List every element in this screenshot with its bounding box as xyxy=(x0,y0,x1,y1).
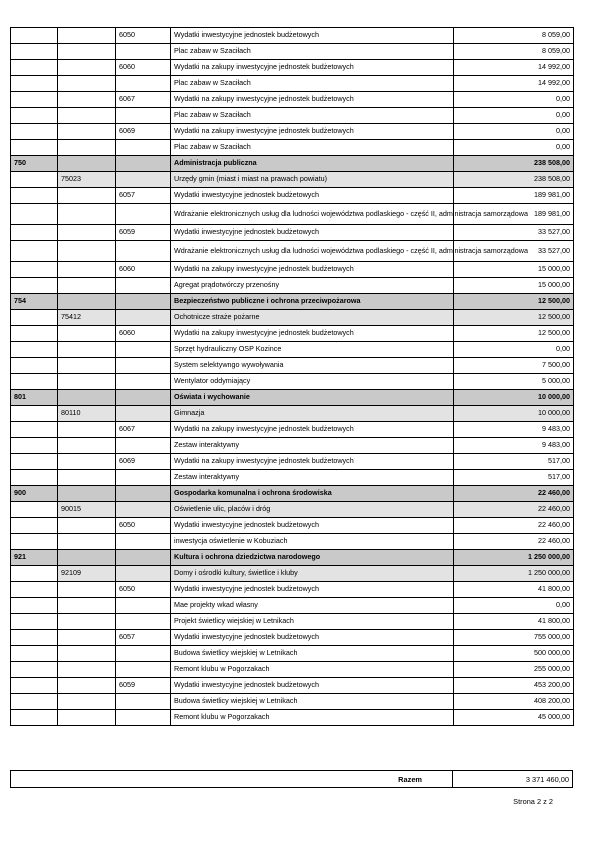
cell-amount: 10 000,00 xyxy=(454,390,574,406)
cell-amount: 255 000,00 xyxy=(454,662,574,678)
table-row-item xyxy=(11,662,574,678)
cell-dzial xyxy=(11,598,58,614)
table-row-item xyxy=(11,241,574,262)
cell-rozdzial xyxy=(58,598,116,614)
cell-paragraf xyxy=(116,390,171,406)
cell-rozdzial xyxy=(58,662,116,678)
cell-rozdzial xyxy=(58,694,116,710)
cell-amount: 15 000,00 xyxy=(454,278,574,294)
cell-amount: 15 000,00 xyxy=(454,262,574,278)
total-row xyxy=(11,771,573,788)
cell-amount: 12 500,00 xyxy=(454,294,574,310)
cell-dzial xyxy=(11,566,58,582)
cell-amount: 41 800,00 xyxy=(454,614,574,630)
cell-dzial: 750 xyxy=(11,156,58,172)
table-row-item xyxy=(11,44,574,60)
cell-dzial xyxy=(11,694,58,710)
cell-amount: 45 000,00 xyxy=(454,710,574,726)
cell-amount: 189 981,00 xyxy=(454,204,574,225)
cell-paragraf xyxy=(116,646,171,662)
cell-amount: 0,00 xyxy=(454,598,574,614)
table-row-item xyxy=(11,534,574,550)
table-row-item xyxy=(11,278,574,294)
cell-name: Oświetlenie ulic, placów i dróg xyxy=(171,502,454,518)
table-row-item xyxy=(11,358,574,374)
cell-name: Wydatki na zakupy inwestycyjne jednostek budżetowych xyxy=(171,326,454,342)
cell-dzial xyxy=(11,204,58,225)
cell-paragraf: 6050 xyxy=(116,518,171,534)
table-row-item xyxy=(11,694,574,710)
cell-amount: 453 200,00 xyxy=(454,678,574,694)
cell-name: Wydatki na zakupy inwestycyjne jednostek budżetowych xyxy=(171,124,454,140)
cell-name: Plac zabaw w Szaciłach xyxy=(171,76,454,92)
cell-rozdzial xyxy=(58,76,116,92)
cell-paragraf xyxy=(116,44,171,60)
cell-dzial: 801 xyxy=(11,390,58,406)
cell-dzial xyxy=(11,614,58,630)
cell-paragraf: 6059 xyxy=(116,225,171,241)
cell-amount: 517,00 xyxy=(454,454,574,470)
table-row-rz xyxy=(11,502,574,518)
cell-rozdzial xyxy=(58,28,116,44)
cell-paragraf xyxy=(116,241,171,262)
cell-paragraf: 6067 xyxy=(116,92,171,108)
cell-amount: 33 527,00 xyxy=(454,241,574,262)
cell-name: Wydatki na zakupy inwestycyjne jednostek budżetowych xyxy=(171,262,454,278)
cell-rozdzial xyxy=(58,374,116,390)
table-row-item xyxy=(11,438,574,454)
cell-paragraf xyxy=(116,294,171,310)
cell-name: Zestaw interaktywny xyxy=(171,438,454,454)
budget-table-body xyxy=(11,28,574,726)
cell-name: Remont klubu w Pogorzakach xyxy=(171,662,454,678)
cell-rozdzial xyxy=(58,358,116,374)
cell-paragraf xyxy=(116,406,171,422)
cell-dzial xyxy=(11,422,58,438)
cell-amount: 9 483,00 xyxy=(454,438,574,454)
cell-amount: 5 000,00 xyxy=(454,374,574,390)
cell-name: Wydatki inwestycyjne jednostek budżetowych xyxy=(171,518,454,534)
cell-rozdzial xyxy=(58,278,116,294)
cell-rozdzial xyxy=(58,326,116,342)
cell-paragraf xyxy=(116,156,171,172)
cell-amount: 8 059,00 xyxy=(454,28,574,44)
cell-amount: 22 460,00 xyxy=(454,502,574,518)
cell-paragraf xyxy=(116,550,171,566)
cell-name: Wydatki inwestycyjne jednostek budżetowych xyxy=(171,582,454,598)
cell-rozdzial xyxy=(58,390,116,406)
table-row-item xyxy=(11,140,574,156)
cell-paragraf: 6050 xyxy=(116,28,171,44)
cell-paragraf: 6060 xyxy=(116,262,171,278)
cell-dzial xyxy=(11,470,58,486)
cell-rozdzial xyxy=(58,124,116,140)
total-label: Razem xyxy=(11,771,453,788)
cell-dzial xyxy=(11,678,58,694)
cell-name: Remont klubu w Pogorzakach xyxy=(171,710,454,726)
cell-name: Wydatki na zakupy inwestycyjne jednostek budżetowych xyxy=(171,422,454,438)
cell-rozdzial xyxy=(58,518,116,534)
cell-paragraf xyxy=(116,614,171,630)
table-row-par xyxy=(11,262,574,278)
cell-name: Urzędy gmin (miast i miast na prawach powiatu) xyxy=(171,172,454,188)
table-row-par xyxy=(11,518,574,534)
cell-name: Wydatki inwestycyjne jednostek budżetowych xyxy=(171,188,454,204)
cell-paragraf xyxy=(116,438,171,454)
cell-dzial xyxy=(11,60,58,76)
cell-dzial xyxy=(11,534,58,550)
cell-name: Gimnazja xyxy=(171,406,454,422)
table-row-item xyxy=(11,76,574,92)
cell-rozdzial xyxy=(58,582,116,598)
cell-dzial xyxy=(11,44,58,60)
table-row-item xyxy=(11,710,574,726)
cell-name: Wydatki inwestycyjne jednostek budżetowych xyxy=(171,225,454,241)
cell-paragraf xyxy=(116,598,171,614)
cell-amount: 0,00 xyxy=(454,140,574,156)
cell-name: Agregat prądotwórczy przenośny xyxy=(171,278,454,294)
cell-amount: 22 460,00 xyxy=(454,486,574,502)
cell-paragraf xyxy=(116,342,171,358)
cell-rozdzial: 92109 xyxy=(58,566,116,582)
cell-name: Sprzęt hydrauliczny OSP Kozince xyxy=(171,342,454,358)
cell-dzial xyxy=(11,342,58,358)
cell-rozdzial xyxy=(58,438,116,454)
cell-rozdzial xyxy=(58,534,116,550)
cell-dzial xyxy=(11,518,58,534)
cell-dzial xyxy=(11,662,58,678)
cell-dzial xyxy=(11,124,58,140)
cell-name: inwestycja oświetlenie w Kobuziach xyxy=(171,534,454,550)
cell-dzial xyxy=(11,108,58,124)
table-row-dz xyxy=(11,156,574,172)
cell-rozdzial xyxy=(58,470,116,486)
cell-name: Wydatki na zakupy inwestycyjne jednostek budżetowych xyxy=(171,454,454,470)
cell-amount: 517,00 xyxy=(454,470,574,486)
cell-amount: 8 059,00 xyxy=(454,44,574,60)
page-number: Strona 2 z 2 xyxy=(513,797,553,806)
cell-name: Administracja publiczna xyxy=(171,156,454,172)
cell-rozdzial xyxy=(58,225,116,241)
cell-rozdzial xyxy=(58,60,116,76)
cell-amount: 12 500,00 xyxy=(454,326,574,342)
cell-name: Plac zabaw w Szaciłach xyxy=(171,108,454,124)
cell-dzial: 921 xyxy=(11,550,58,566)
cell-rozdzial xyxy=(58,92,116,108)
cell-paragraf: 6069 xyxy=(116,124,171,140)
cell-rozdzial xyxy=(58,550,116,566)
cell-amount: 0,00 xyxy=(454,124,574,140)
table-row-item xyxy=(11,470,574,486)
cell-amount: 12 500,00 xyxy=(454,310,574,326)
cell-paragraf xyxy=(116,662,171,678)
cell-rozdzial xyxy=(58,454,116,470)
cell-rozdzial xyxy=(58,294,116,310)
cell-dzial xyxy=(11,310,58,326)
cell-amount: 22 460,00 xyxy=(454,518,574,534)
cell-dzial xyxy=(11,406,58,422)
cell-amount: 0,00 xyxy=(454,342,574,358)
cell-rozdzial xyxy=(58,108,116,124)
cell-name: System selektywngo wywoływania xyxy=(171,358,454,374)
table-row-par xyxy=(11,678,574,694)
cell-paragraf xyxy=(116,108,171,124)
table-row-par xyxy=(11,630,574,646)
cell-dzial xyxy=(11,438,58,454)
table-row-rz xyxy=(11,406,574,422)
table-row-item xyxy=(11,204,574,225)
cell-rozdzial xyxy=(58,241,116,262)
cell-amount: 7 500,00 xyxy=(454,358,574,374)
cell-name: Wydatki inwestycyjne jednostek budżetowych xyxy=(171,678,454,694)
cell-name: Ochotnicze straże pożarne xyxy=(171,310,454,326)
cell-name: Projekt świetlicy wiejskiej w Letnikach xyxy=(171,614,454,630)
cell-amount: 10 000,00 xyxy=(454,406,574,422)
cell-amount: 41 800,00 xyxy=(454,582,574,598)
table-row-par xyxy=(11,60,574,76)
cell-rozdzial: 80110 xyxy=(58,406,116,422)
cell-paragraf xyxy=(116,566,171,582)
cell-name: Wdrażanie elektronicznych usług dla ludności województwa podlaskiego - część II, administracja samorządowa xyxy=(171,204,454,225)
budget-table xyxy=(10,27,574,726)
cell-name: Wentylator oddymiający xyxy=(171,374,454,390)
cell-paragraf xyxy=(116,310,171,326)
cell-dzial xyxy=(11,172,58,188)
table-row-dz xyxy=(11,294,574,310)
table-row-par xyxy=(11,454,574,470)
cell-paragraf: 6060 xyxy=(116,326,171,342)
cell-paragraf xyxy=(116,172,171,188)
cell-paragraf: 6057 xyxy=(116,188,171,204)
cell-paragraf: 6067 xyxy=(116,422,171,438)
table-row-rz xyxy=(11,566,574,582)
cell-paragraf: 6060 xyxy=(116,60,171,76)
cell-name: Mae projekty wkad własny xyxy=(171,598,454,614)
cell-name: Wydatki inwestycyjne jednostek budżetowych xyxy=(171,28,454,44)
cell-dzial: 900 xyxy=(11,486,58,502)
cell-dzial xyxy=(11,76,58,92)
cell-name: Wydatki na zakupy inwestycyjne jednostek budżetowych xyxy=(171,92,454,108)
cell-paragraf xyxy=(116,278,171,294)
cell-dzial xyxy=(11,710,58,726)
cell-rozdzial xyxy=(58,140,116,156)
cell-dzial xyxy=(11,646,58,662)
cell-amount: 22 460,00 xyxy=(454,534,574,550)
table-row-dz xyxy=(11,550,574,566)
cell-rozdzial xyxy=(58,204,116,225)
cell-dzial xyxy=(11,454,58,470)
cell-amount: 189 981,00 xyxy=(454,188,574,204)
cell-amount: 238 508,00 xyxy=(454,172,574,188)
cell-amount: 14 992,00 xyxy=(454,76,574,92)
cell-rozdzial: 75412 xyxy=(58,310,116,326)
cell-name: Budowa świetlicy wiejskiej w Letnikach xyxy=(171,694,454,710)
cell-rozdzial xyxy=(58,44,116,60)
cell-name: Oświata i wychowanie xyxy=(171,390,454,406)
table-row-rz xyxy=(11,310,574,326)
cell-dzial xyxy=(11,630,58,646)
cell-rozdzial xyxy=(58,630,116,646)
cell-dzial xyxy=(11,278,58,294)
table-row-dz xyxy=(11,486,574,502)
cell-amount: 1 250 000,00 xyxy=(454,550,574,566)
cell-paragraf: 6050 xyxy=(116,582,171,598)
cell-paragraf: 6069 xyxy=(116,454,171,470)
cell-paragraf xyxy=(116,502,171,518)
cell-amount: 238 508,00 xyxy=(454,156,574,172)
cell-rozdzial xyxy=(58,422,116,438)
total-table xyxy=(10,770,573,788)
table-row-par xyxy=(11,188,574,204)
cell-name: Wdrażanie elektronicznych usług dla ludności województwa podlaskiego - część II, administracja samorządowa xyxy=(171,241,454,262)
cell-amount: 0,00 xyxy=(454,108,574,124)
cell-dzial xyxy=(11,582,58,598)
cell-dzial: 754 xyxy=(11,294,58,310)
total-value: 3 371 460,00 xyxy=(453,771,573,788)
cell-name: Wydatki na zakupy inwestycyjne jednostek budżetowych xyxy=(171,60,454,76)
cell-amount: 1 250 000,00 xyxy=(454,566,574,582)
cell-amount: 9 483,00 xyxy=(454,422,574,438)
cell-paragraf xyxy=(116,710,171,726)
table-row-item xyxy=(11,374,574,390)
cell-rozdzial xyxy=(58,710,116,726)
cell-name: Budowa świetlicy wiejskiej w Letnikach xyxy=(171,646,454,662)
cell-paragraf xyxy=(116,694,171,710)
cell-paragraf: 6057 xyxy=(116,630,171,646)
cell-name: Bezpieczeństwo publiczne i ochrona przeciwpożarowa xyxy=(171,294,454,310)
cell-dzial xyxy=(11,262,58,278)
cell-rozdzial xyxy=(58,342,116,358)
cell-dzial xyxy=(11,92,58,108)
cell-dzial xyxy=(11,28,58,44)
table-row-item xyxy=(11,342,574,358)
cell-rozdzial xyxy=(58,188,116,204)
cell-amount: 755 000,00 xyxy=(454,630,574,646)
cell-rozdzial xyxy=(58,614,116,630)
cell-dzial xyxy=(11,374,58,390)
cell-dzial xyxy=(11,358,58,374)
table-row-item xyxy=(11,646,574,662)
cell-dzial xyxy=(11,326,58,342)
table-row-item xyxy=(11,614,574,630)
cell-rozdzial: 90015 xyxy=(58,502,116,518)
cell-dzial xyxy=(11,225,58,241)
table-row-par xyxy=(11,422,574,438)
cell-paragraf xyxy=(116,358,171,374)
cell-name: Plac zabaw w Szaciłach xyxy=(171,44,454,60)
cell-paragraf xyxy=(116,534,171,550)
cell-paragraf xyxy=(116,470,171,486)
cell-amount: 33 527,00 xyxy=(454,225,574,241)
table-row-par xyxy=(11,92,574,108)
table-row-rz xyxy=(11,172,574,188)
cell-name: Domy i ośrodki kultury, świetlice i kluby xyxy=(171,566,454,582)
cell-paragraf xyxy=(116,204,171,225)
cell-name: Wydatki inwestycyjne jednostek budżetowych xyxy=(171,630,454,646)
table-row-par xyxy=(11,28,574,44)
cell-rozdzial xyxy=(58,486,116,502)
cell-paragraf: 6059 xyxy=(116,678,171,694)
cell-name: Gospodarka komunalna i ochrona środowiska xyxy=(171,486,454,502)
cell-paragraf xyxy=(116,76,171,92)
cell-amount: 500 000,00 xyxy=(454,646,574,662)
cell-dzial xyxy=(11,502,58,518)
cell-name: Plac zabaw w Szaciłach xyxy=(171,140,454,156)
cell-dzial xyxy=(11,140,58,156)
cell-name: Zestaw interaktywny xyxy=(171,470,454,486)
cell-dzial xyxy=(11,188,58,204)
cell-amount: 14 992,00 xyxy=(454,60,574,76)
cell-amount: 408 200,00 xyxy=(454,694,574,710)
cell-paragraf xyxy=(116,374,171,390)
table-row-par xyxy=(11,225,574,241)
cell-name: Kultura i ochrona dziedzictwa narodowego xyxy=(171,550,454,566)
cell-rozdzial xyxy=(58,678,116,694)
cell-rozdzial: 75023 xyxy=(58,172,116,188)
cell-paragraf xyxy=(116,486,171,502)
table-row-item xyxy=(11,598,574,614)
cell-amount: 0,00 xyxy=(454,92,574,108)
cell-rozdzial xyxy=(58,646,116,662)
table-row-item xyxy=(11,108,574,124)
cell-dzial xyxy=(11,241,58,262)
table-row-par xyxy=(11,326,574,342)
table-row-par xyxy=(11,582,574,598)
cell-paragraf xyxy=(116,140,171,156)
table-row-dz xyxy=(11,390,574,406)
table-row-par xyxy=(11,124,574,140)
cell-rozdzial xyxy=(58,262,116,278)
cell-rozdzial xyxy=(58,156,116,172)
